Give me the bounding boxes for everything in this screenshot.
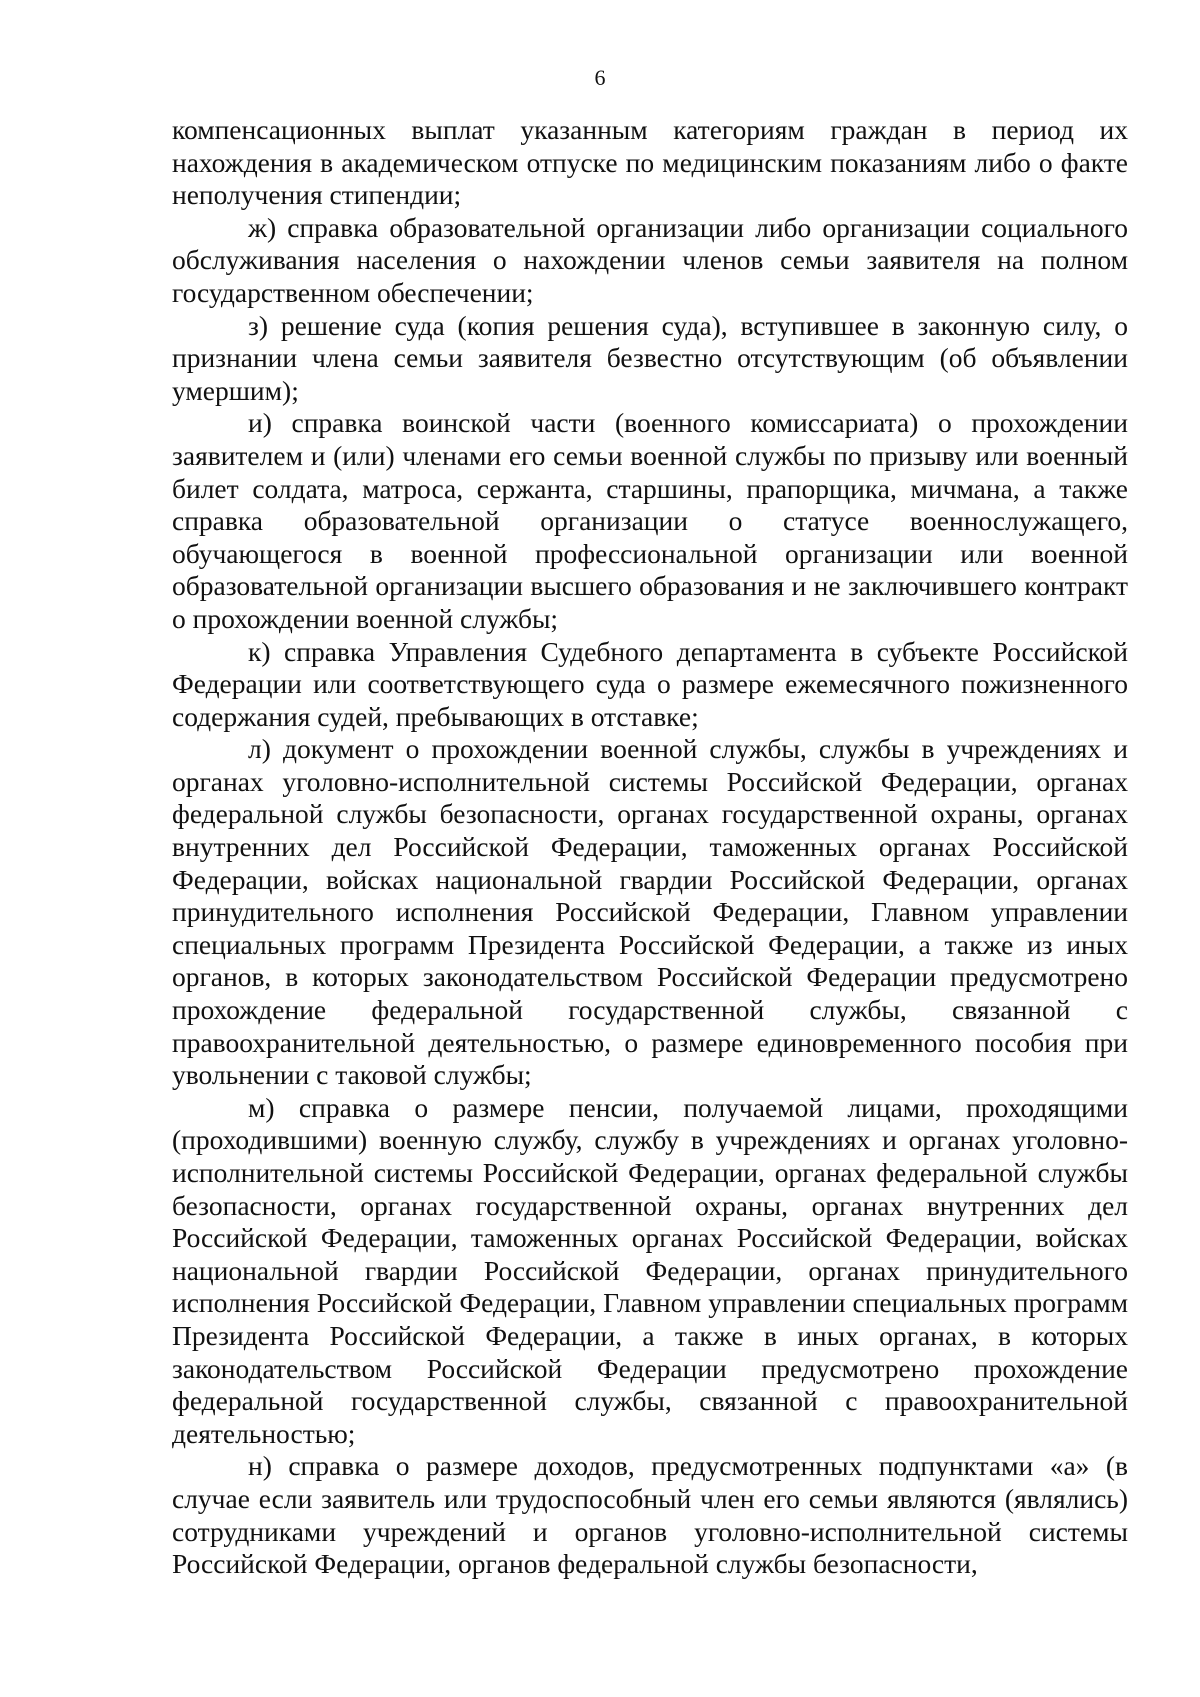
page-number: 6	[594, 65, 606, 90]
paragraph-item-zh: ж) справка образовательной организации либо организации социального обслуживания населения о нахождении членов семьи заявителя на полном государственном обеспечении;	[172, 211, 1128, 308]
paragraph-item-m: м) справка о размере пенсии, получаемой лицами, проходящими (проходившими) военную службу, службу в учреждениях и органах уголовно-исполнительной системы Российской Федерации, органах федеральной службы безопасности, органах государственной охраны, органах внутренних дел Российской Федерации, таможенных органах Российской Федерации, войсках национальной гвардии Российской Федерации, органах принудительного исполнения Российской Федерации, Главном управлении специальных программ Президента Российской Федерации, а также в иных органах, в которых законодательством Российской Федерации предусмотрено прохождение федеральной государственной службы, связанной с правоохранительной деятельностью;	[172, 1091, 1128, 1449]
paragraph-item-i: и) справка воинской части (военного комиссариата) о прохождении заявителем и (или) членами его семьи военной службы по призыву или военный билет солдата, матроса, сержанта, старшины, прапорщика, мичмана, а также справка образовательной организации о статусе военнослужащего, обучающегося в военной профессиональной организации или военной образовательной организации высшего образования и не заключившего контракт о прохождении военной службы;	[172, 407, 1128, 634]
document-body	[172, 114, 1128, 1581]
paragraph-item-z: з) решение суда (копия решения суда), вступившее в законную силу, о признании члена семьи заявителя безвестно отсутствующим (об объявлении умершим);	[172, 309, 1128, 406]
paragraph-continuation: компенсационных выплат указанным категориям граждан в период их нахождения в академическом отпуске по медицинским показаниям либо о факте неполучения стипендии;	[172, 114, 1128, 211]
paragraph-item-n: н) справка о размере доходов, предусмотренных подпунктами «а» (в случае если заявитель или трудоспособный член его семьи являются (являлись) сотрудниками учреждений и органов уголовно-исполнительной системы Российской Федерации, органов федеральной службы безопасности,	[172, 1450, 1128, 1580]
paragraph-item-l: л) документ о прохождении военной службы, службы в учреждениях и органах уголовно-исполнительной системы Российской Федерации, органах федеральной службы безопасности, органах государственной охраны, органах внутренних дел Российской Федерации, таможенных органах Российской Федерации, войсках национальной гвардии Российской Федерации, органах принудительного исполнения Российской Федерации, Главном управлении специальных программ Президента Российской Федерации, а также из иных органов, в которых законодательством Российской Федерации предусмотрено прохождение федеральной государственной службы, связанной с правоохранительной деятельностью, о размере единовременного пособия при увольнении с таковой службы;	[172, 733, 1128, 1091]
paragraph-item-k: к) справка Управления Судебного департамента в субъекте Российской Федерации или соответствующего суда о размере ежемесячного пожизненного содержания судей, пребывающих в отставке;	[172, 635, 1128, 732]
